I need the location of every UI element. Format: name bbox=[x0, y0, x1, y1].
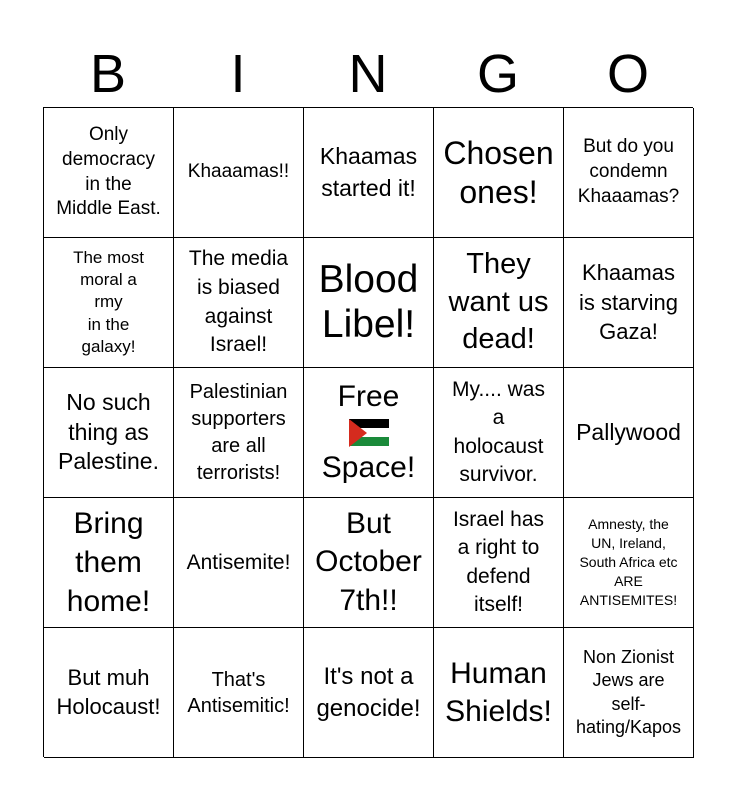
cell-text: My.... was a holocaust survivor. bbox=[452, 377, 545, 486]
palestine-flag-icon bbox=[349, 419, 389, 447]
bingo-cell-4-1[interactable] bbox=[44, 498, 174, 628]
bingo-cell-2-1[interactable] bbox=[44, 238, 174, 368]
bingo-cell-5-4[interactable] bbox=[434, 628, 564, 758]
cell-text: But muh Holocaust! bbox=[56, 664, 161, 719]
cell-text: Non Zionist Jews are self- hating/Kapos bbox=[575, 646, 682, 737]
bingo-cell-2-2[interactable] bbox=[174, 238, 304, 368]
bingo-cell-1-4[interactable] bbox=[434, 108, 564, 238]
cell-text: Palestinian supporters are all terrorists! bbox=[189, 380, 288, 484]
bingo-cell-4-4[interactable] bbox=[434, 498, 564, 628]
bingo-cell-3-3-free-space[interactable] bbox=[304, 368, 434, 498]
header-letter-o: O bbox=[606, 44, 649, 104]
header-letter-g: G bbox=[476, 44, 519, 104]
cell-text: Khaaamas!! bbox=[187, 161, 290, 183]
header-letter-b: B bbox=[89, 44, 127, 104]
bingo-grid bbox=[43, 107, 693, 757]
bingo-cell-3-4[interactable] bbox=[434, 368, 564, 498]
bingo-cell-5-1[interactable] bbox=[44, 628, 174, 758]
bingo-cell-2-4[interactable] bbox=[434, 238, 564, 368]
bingo-header bbox=[43, 40, 693, 108]
cell-text: Blood Libel! bbox=[318, 257, 419, 346]
bingo-cell-3-2[interactable] bbox=[174, 368, 304, 498]
cell-text: Only democracy in the Middle East. bbox=[56, 124, 161, 220]
cell-text: Khaamas is starving Gaza! bbox=[578, 259, 679, 345]
cell-text: Amnesty, the UN, Ireland, South Africa etc ARE ANTISEMITES! bbox=[579, 516, 678, 608]
bingo-cell-1-2[interactable] bbox=[174, 108, 304, 238]
bingo-cell-4-3[interactable] bbox=[304, 498, 434, 628]
free-space-line-1: Free bbox=[337, 380, 400, 413]
cell-text: But October 7th!! bbox=[315, 506, 422, 617]
bingo-cell-1-3[interactable] bbox=[304, 108, 434, 238]
bingo-cell-2-3[interactable] bbox=[304, 238, 434, 368]
bingo-cell-1-5[interactable] bbox=[564, 108, 694, 238]
cell-text: The media is biased against Israel! bbox=[188, 246, 289, 357]
cell-text: Israel has a right to defend itself! bbox=[452, 507, 545, 616]
bingo-cell-3-5[interactable] bbox=[564, 368, 694, 498]
cell-text: They want us dead! bbox=[448, 247, 549, 356]
cell-text: Human Shields! bbox=[445, 657, 552, 728]
bingo-cell-5-5[interactable] bbox=[564, 628, 694, 758]
cell-text: No such thing as Palestine. bbox=[57, 388, 159, 475]
cell-text: Pallywood bbox=[576, 418, 681, 445]
bingo-cell-4-2[interactable] bbox=[174, 498, 304, 628]
cell-text: The most moral a rmy in the galaxy! bbox=[73, 248, 144, 356]
header-letter-n: N bbox=[348, 44, 388, 104]
cell-text: Chosen ones! bbox=[443, 135, 554, 210]
cell-text: Antisemite! bbox=[186, 550, 291, 574]
cell-text: Bring them home! bbox=[66, 507, 151, 618]
cell-text: That's Antisemitic! bbox=[187, 668, 290, 717]
cell-text: But do you condemn Khaaamas? bbox=[577, 136, 680, 207]
cell-text: Khaamas started it! bbox=[319, 143, 418, 201]
free-space-line-2: Space! bbox=[321, 450, 416, 484]
bingo-cell-2-5[interactable] bbox=[564, 238, 694, 368]
bingo-cell-3-1[interactable] bbox=[44, 368, 174, 498]
bingo-cell-5-2[interactable] bbox=[174, 628, 304, 758]
header-letter-i: I bbox=[230, 44, 246, 104]
bingo-cell-5-3[interactable] bbox=[304, 628, 434, 758]
bingo-cell-1-1[interactable] bbox=[44, 108, 174, 238]
cell-text: It's not a genocide! bbox=[316, 663, 421, 722]
bingo-cell-4-5[interactable] bbox=[564, 498, 694, 628]
